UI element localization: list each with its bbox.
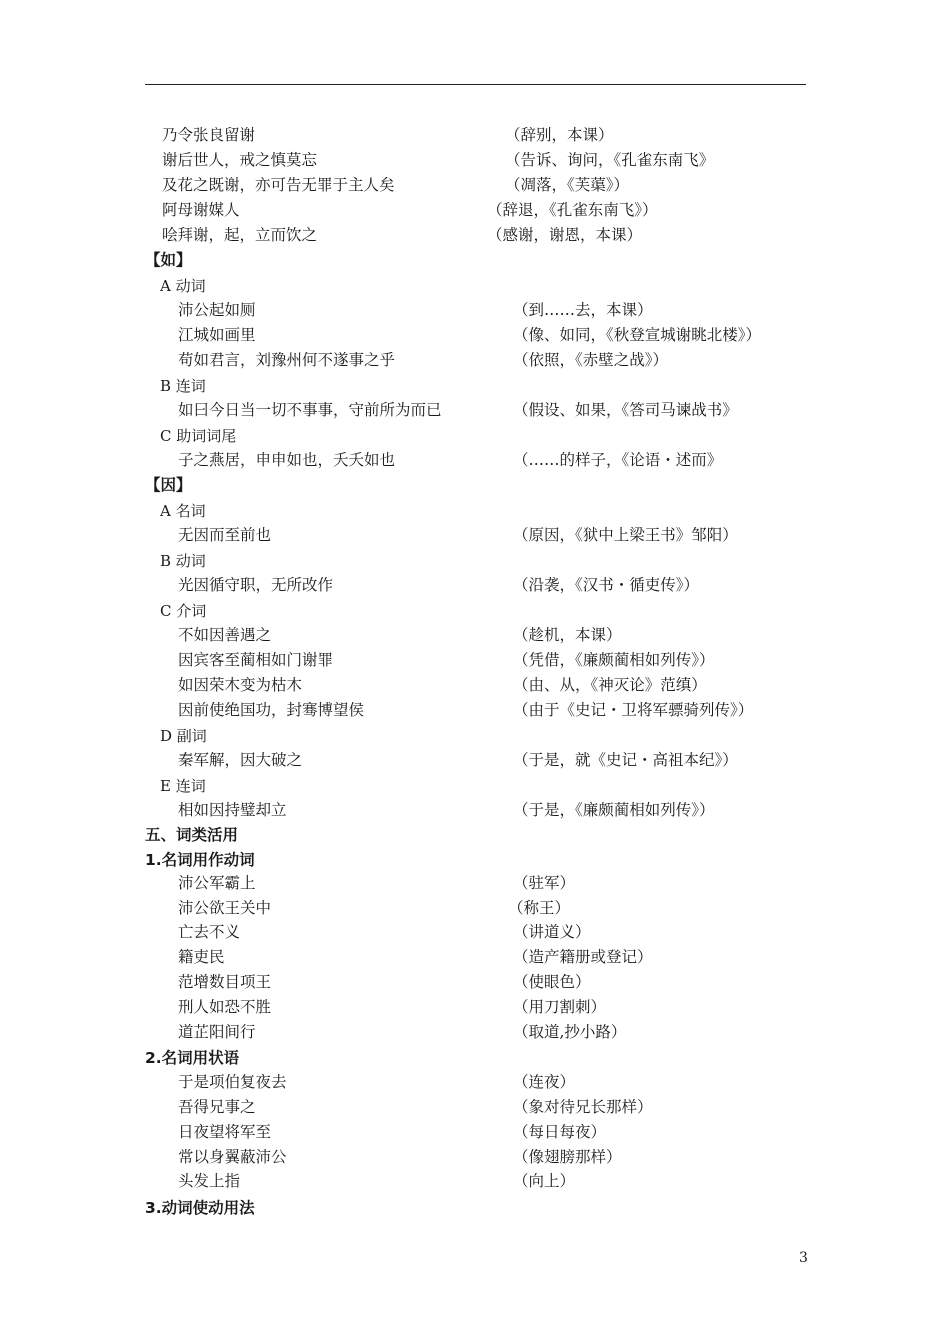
gloss-note: （象对待兄长那样） — [513, 1098, 653, 1116]
section-heading: 1.名词用作动词 — [145, 851, 255, 869]
gloss-note: （依照，《赤壁之战》） — [513, 351, 669, 369]
subheading: D 副词 — [160, 727, 207, 745]
text-line: 亡去不义 — [178, 923, 241, 941]
text-line: 刑人如恐不胜 — [178, 998, 272, 1016]
gloss-note: （驻军） — [513, 874, 576, 892]
text-line: 光因循守职，无所改作 — [178, 576, 334, 594]
text-line: 无因而至前也 — [178, 526, 272, 544]
text-line: 不如因善遇之 — [178, 626, 272, 644]
text-line: 因前使绝国功，封骞博望侯 — [178, 701, 365, 719]
gloss-note: （由于《史记・卫将军骠骑列传》） — [513, 701, 754, 719]
gloss-note: （趁机，本课） — [513, 626, 622, 644]
gloss-note: （到……去，本课） — [513, 301, 653, 319]
text-line: 乃令张良留谢 — [162, 126, 256, 144]
gloss-note: （于是，《廉颇蔺相如列传》） — [513, 801, 715, 819]
text-line: 沛公军霸上 — [178, 874, 256, 892]
gloss-note: （假设、如果，《答司马谏战书》 — [513, 401, 738, 419]
text-line: 籍吏民 — [178, 948, 225, 966]
gloss-note: （凋落，《芙蕖》） — [505, 176, 630, 194]
gloss-note: （每日每夜） — [513, 1123, 607, 1141]
text-line: 子之燕居，申申如也，夭夭如也 — [178, 451, 396, 469]
gloss-note: （由、从，《神灭论》范缜） — [513, 676, 707, 694]
gloss-note: （辞退，《孔雀东南飞》） — [487, 201, 658, 219]
text-line: 日夜望将军至 — [178, 1123, 272, 1141]
text-line: 于是项伯复夜去 — [178, 1073, 287, 1091]
gloss-note: （感谢，谢恩，本课） — [487, 226, 643, 244]
gloss-note: （辞别，本课） — [505, 126, 614, 144]
text-line: 沛公起如厕 — [178, 301, 256, 319]
gloss-note: （像、如同，《秋登宣城谢眺北楼》） — [513, 326, 762, 344]
text-line: 道芷阳间行 — [178, 1023, 256, 1041]
gloss-note: （凭借，《廉颇蔺相如列传》） — [513, 651, 715, 669]
gloss-note: （称王） — [508, 899, 571, 917]
gloss-note: （取道,抄小路） — [513, 1023, 627, 1041]
text-line: 沛公欲王关中 — [178, 899, 272, 917]
gloss-note: （向上） — [513, 1172, 576, 1190]
text-line: 因宾客至蔺相如门谢罪 — [178, 651, 334, 669]
gloss-note: （沿袭，《汉书・循吏传》） — [513, 576, 700, 594]
gloss-note: （告诉、询问，《孔雀东南飞》 — [505, 151, 715, 169]
subheading: B 连词 — [160, 377, 206, 395]
text-line: 秦军解，因大破之 — [178, 751, 303, 769]
gloss-note: （讲道义） — [513, 923, 591, 941]
header-rule — [145, 84, 806, 85]
text-line: 苟如君言，刘豫州何不遂事之乎 — [178, 351, 396, 369]
text-line: 吾得兄事之 — [178, 1098, 256, 1116]
text-line: 江城如画里 — [178, 326, 256, 344]
section-heading: 3.动词使动用法 — [145, 1199, 255, 1217]
subheading: E 连词 — [160, 777, 206, 795]
subheading: A 动词 — [160, 277, 206, 295]
gloss-note: （像翅膀那样） — [513, 1148, 622, 1166]
text-line: 头发上指 — [178, 1172, 241, 1190]
section-heading: 2.名词用状语 — [145, 1049, 240, 1067]
text-line: 如因荣木变为枯木 — [178, 676, 303, 694]
subheading: A 名词 — [160, 502, 206, 520]
page-number: 3 — [799, 1250, 808, 1266]
section-heading: 【因】 — [145, 476, 192, 494]
gloss-note: （用刀割刺） — [513, 998, 607, 1016]
subheading: B 动词 — [160, 552, 206, 570]
gloss-note: （……的样子，《论语・述而》 — [513, 451, 723, 469]
section-heading: 【如】 — [145, 251, 192, 269]
text-line: 哙拜谢，起，立而饮之 — [162, 226, 318, 244]
gloss-note: （原因，《狱中上梁王书》邹阳） — [513, 526, 738, 544]
gloss-note: （于是，就《史记・高祖本纪》） — [513, 751, 738, 769]
subheading: C 助词词尾 — [160, 427, 237, 445]
text-line: 谢后世人，戒之慎莫忘 — [162, 151, 318, 169]
text-line: 常以身翼蔽沛公 — [178, 1148, 287, 1166]
text-line: 相如因持璧却立 — [178, 801, 287, 819]
gloss-note: （造产籍册或登记） — [513, 948, 653, 966]
gloss-note: （使眼色） — [513, 973, 591, 991]
text-line: 如曰今日当一切不事事，守前所为而已 — [178, 401, 442, 419]
section-heading: 五、词类活用 — [145, 826, 239, 844]
subheading: C 介词 — [160, 602, 207, 620]
text-line: 及花之既谢，亦可告无罪于主人矣 — [162, 176, 395, 194]
text-line: 范增数目项王 — [178, 973, 272, 991]
text-line: 阿母谢媒人 — [162, 201, 240, 219]
gloss-note: （连夜） — [513, 1073, 576, 1091]
